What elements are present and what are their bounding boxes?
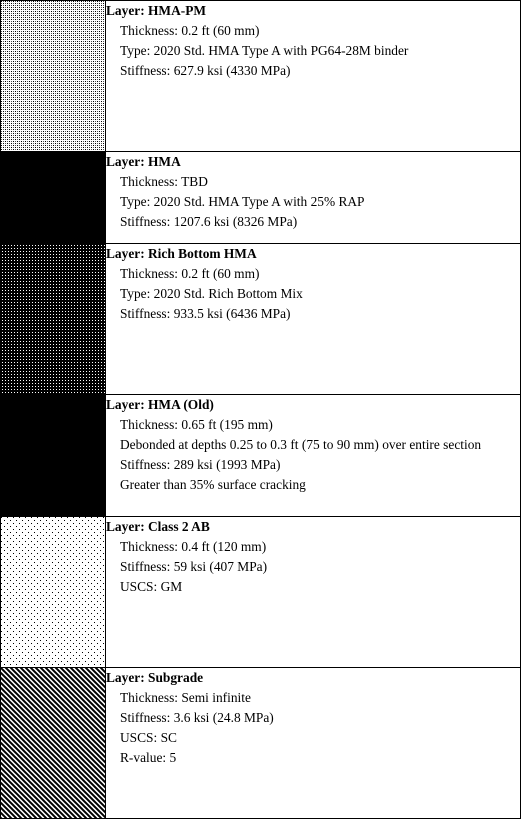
layer-row-class-2-ab — [1, 517, 521, 668]
layer-thickness: Thickness: TBD — [120, 174, 208, 189]
diagonal-hatch-pattern — [1, 668, 105, 818]
layer-type: Type: 2020 Std. Rich Bottom Mix — [120, 286, 303, 301]
layer-row-subgrade — [1, 668, 521, 819]
layer-thickness: Thickness: 0.65 ft (195 mm) — [120, 417, 273, 432]
layer-stiffness: Stiffness: 3.6 ksi (24.8 MPa) — [120, 710, 274, 725]
layer-stiffness: Stiffness: 59 ksi (407 MPa) — [120, 559, 268, 574]
layer-row-rich-bottom-hma — [1, 244, 521, 395]
layer-stiffness: Stiffness: 627.9 ksi (4330 MPa) — [120, 63, 291, 78]
layer-thickness: Thickness: 0.2 ft (60 mm) — [120, 23, 260, 38]
layer-description — [106, 517, 521, 668]
layer-stiffness: Stiffness: 289 ksi (1993 MPa) — [120, 457, 281, 472]
layer-title: Layer: HMA-PM — [106, 3, 207, 18]
layer-description — [106, 1, 521, 152]
layer-description — [106, 668, 521, 819]
layer-row-hma-old — [1, 395, 521, 517]
layer-description — [106, 395, 521, 517]
layer-title: Layer: Subgrade — [106, 670, 204, 685]
layer-debonding: Debonded at depths 0.25 to 0.3 ft (75 to 90 mm) over entire section — [120, 437, 482, 452]
layer-row-hma-pm — [1, 1, 521, 152]
layer-description — [106, 152, 521, 244]
layer-thickness: Thickness: Semi infinite — [120, 690, 251, 705]
layer-swatch-solid-black — [1, 152, 106, 244]
fine-dots-pattern — [1, 1, 105, 151]
layer-type: Type: 2020 Std. HMA Type A with PG64-28M binder — [120, 43, 409, 58]
layer-cracking: Greater than 35% surface cracking — [120, 477, 306, 492]
layer-r-value: R-value: 5 — [120, 750, 177, 765]
layer-uscs: USCS: GM — [120, 579, 183, 594]
layer-stiffness: Stiffness: 933.5 ksi (6436 MPa) — [120, 306, 291, 321]
layer-row-hma — [1, 152, 521, 244]
layer-title: Layer: Class 2 AB — [106, 519, 210, 534]
layer-swatch-fine-dots — [1, 1, 106, 152]
layer-swatch-solid-black — [1, 395, 106, 517]
layer-description — [106, 244, 521, 395]
layer-uscs: USCS: SC — [120, 730, 177, 745]
layer-title: Layer: HMA (Old) — [106, 397, 214, 412]
layer-title: Layer: Rich Bottom HMA — [106, 246, 257, 261]
layer-swatch-sparse-dots — [1, 517, 106, 668]
layer-type: Type: 2020 Std. HMA Type A with 25% RAP — [120, 194, 365, 209]
layer-stiffness: Stiffness: 1207.6 ksi (8326 MPa) — [120, 214, 298, 229]
layer-swatch-dense-dots — [1, 244, 106, 395]
dense-dots-pattern — [1, 244, 105, 394]
layer-title: Layer: HMA — [106, 154, 181, 169]
sparse-dots-pattern — [1, 517, 105, 667]
layer-swatch-diagonal-hatch — [1, 668, 106, 819]
layer-thickness: Thickness: 0.4 ft (120 mm) — [120, 539, 267, 554]
layer-thickness: Thickness: 0.2 ft (60 mm) — [120, 266, 260, 281]
